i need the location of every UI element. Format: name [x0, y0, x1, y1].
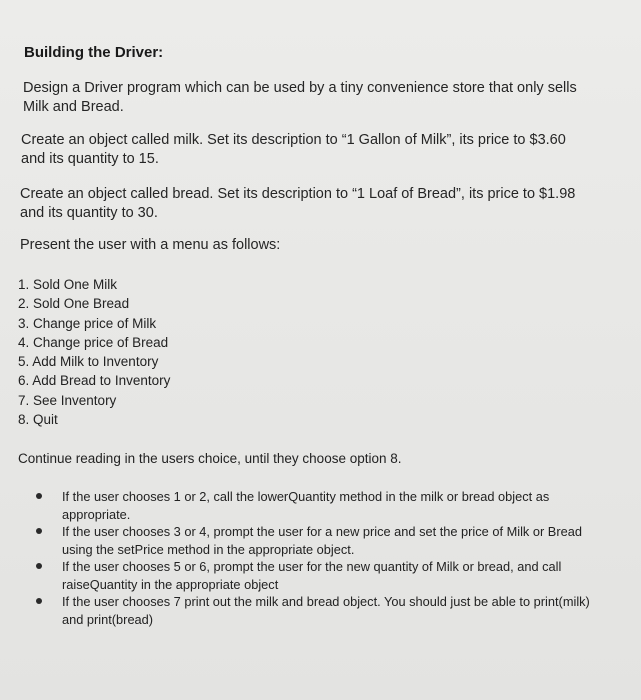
- bread-paragraph: Create an object called bread. Set its description to “1 Loaf of Bread”, its price to $1.98 and its quantity to 30.: [20, 186, 576, 221]
- bullet-list: [36, 488, 611, 628]
- continue-paragraph: Continue reading in the users choice, until they choose option 8.: [18, 451, 402, 466]
- bullet-dot-icon: [36, 563, 42, 569]
- bullet-item: [36, 523, 611, 558]
- bullet-dot-icon: [36, 598, 42, 604]
- bullet-item: [36, 558, 611, 593]
- bullet-dot-icon: [36, 493, 42, 499]
- menu-item: 5. Add Milk to Inventory: [18, 354, 159, 370]
- menu-list: [18, 275, 170, 429]
- menu-item: 2. Sold One Bread: [18, 296, 130, 312]
- menu-item: 7. See Inventory: [18, 392, 117, 408]
- menu-intro-paragraph: Present the user with a menu as follows:: [20, 237, 281, 253]
- bullet-item: [36, 488, 611, 523]
- milk-paragraph: Create an object called milk. Set its description to “1 Gallon of Milk”, its price to $3.60 and its quantity to 15.: [21, 132, 566, 167]
- bullet-text: If the user chooses 5 or 6, prompt the user for the new quantity of Milk or bread, and call raiseQuantity in the appropriate object: [62, 559, 562, 592]
- menu-item: 4. Change price of Bread: [18, 334, 169, 350]
- menu-item: 1. Sold One Milk: [18, 277, 118, 292]
- bullet-text: If the user chooses 7 print out the milk and bread object. You should just be able to print(milk) and print(bread): [62, 594, 590, 627]
- intro-paragraph: Design a Driver program which can be used by a tiny convenience store that only sells Milk and Bread.: [23, 80, 577, 115]
- bullet-dot-icon: [36, 528, 42, 534]
- bullet-text: If the user chooses 1 or 2, call the lowerQuantity method in the milk or bread object as appropriate.: [62, 489, 550, 522]
- menu-item: 6. Add Bread to Inventory: [18, 373, 171, 389]
- menu-item: 3. Change price of Milk: [18, 315, 157, 331]
- menu-item: 8. Quit: [18, 412, 58, 428]
- bullet-item: [36, 593, 611, 628]
- section-heading: Building the Driver:: [24, 44, 164, 61]
- bullet-text: If the user chooses 3 or 4, prompt the user for a new price and set the price of Milk or Bread using the setPrice method in the appropriate object.: [62, 524, 582, 557]
